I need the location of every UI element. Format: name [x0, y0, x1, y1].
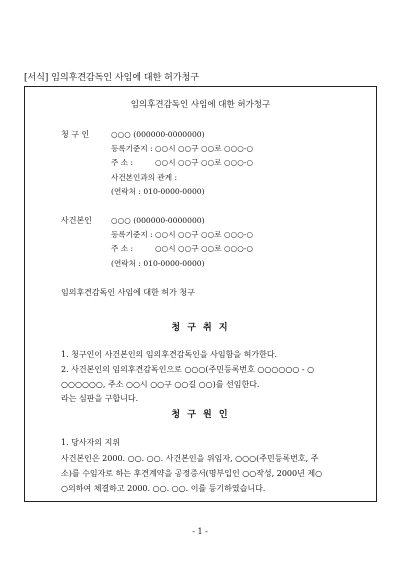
principal-reg-value: ○○시 ○○구 ○○로 ○○○-○: [155, 230, 254, 239]
claimant-relation: 사건본인과의 관계 :: [111, 173, 178, 182]
subject-line: 임의후견감독인 사임에 대한 허가 청구: [61, 288, 195, 297]
principal-reg-label: 등록기준지 :: [111, 230, 153, 239]
claimant-name: ○○○ (000000-0000000): [111, 130, 205, 139]
principal-contact: (연락처 : 010-0000-0000): [111, 259, 205, 268]
document-title: 임의후견감독인 사임에 대한 허가청구: [130, 100, 271, 110]
claimant-addr-label: 주 소 :: [111, 158, 134, 167]
page-caption: [서식] 임의후견감독인 사임에 대한 허가청구: [24, 73, 199, 83]
cause-line-3: ○의하여 체결하고 2000. ○○. ○○. 이를 등기하였습니다.: [61, 484, 266, 493]
cause-item-1: 1. 당사자의 지위: [61, 438, 121, 447]
page-number: - 1 -: [192, 527, 208, 536]
cause-heading: 청 구 원 인: [171, 410, 230, 420]
claimant-role-label: 청 구 인: [61, 130, 90, 139]
principal-addr-label: 주 소 :: [111, 244, 134, 253]
purpose-heading: 청 구 취 지: [171, 323, 230, 333]
purpose-line-1: 1. 청구인이 사건본인의 임의후견감독인을 사임함을 허가한다.: [61, 350, 278, 359]
principal-addr-value: ○○시 ○○구 ○○로 ○○○-○: [155, 244, 254, 253]
claimant-reg-value: ○○시 ○○구 ○○로 ○○○-○: [155, 144, 254, 153]
purpose-line-2: 2. 사건본인의 임의후견감독인으로 ○○○(주민등록번호 ○○○○○○ - ○: [61, 365, 315, 374]
document-frame: [24, 86, 377, 502]
cause-line-1: 사건본인은 2000. ○○. ○○. 사건본인을 위임자, ○○○(주민등록번호, 주: [61, 454, 319, 463]
principal-role-label: 사건본인: [61, 216, 92, 225]
claimant-reg-label: 등록기준지 :: [111, 144, 153, 153]
cause-line-2: 소)를 수임자로 하는 후견계약을 공정증서(명부입인 ○○작성, 2000년 제○: [61, 469, 323, 478]
claimant-contact: (연락처 : 010-0000-0000): [111, 187, 205, 196]
purpose-line-3: ○○○○○○, 주소 ○○시 ○○구 ○○길 ○○)를 선임한다.: [61, 380, 260, 389]
claimant-addr-value: ○○시 ○○구 ○○로 ○○○-○: [155, 158, 254, 167]
purpose-line-4: 라는 심판을 구합니다.: [61, 394, 139, 403]
principal-name: ○○○ (000000-0000000): [111, 216, 205, 225]
